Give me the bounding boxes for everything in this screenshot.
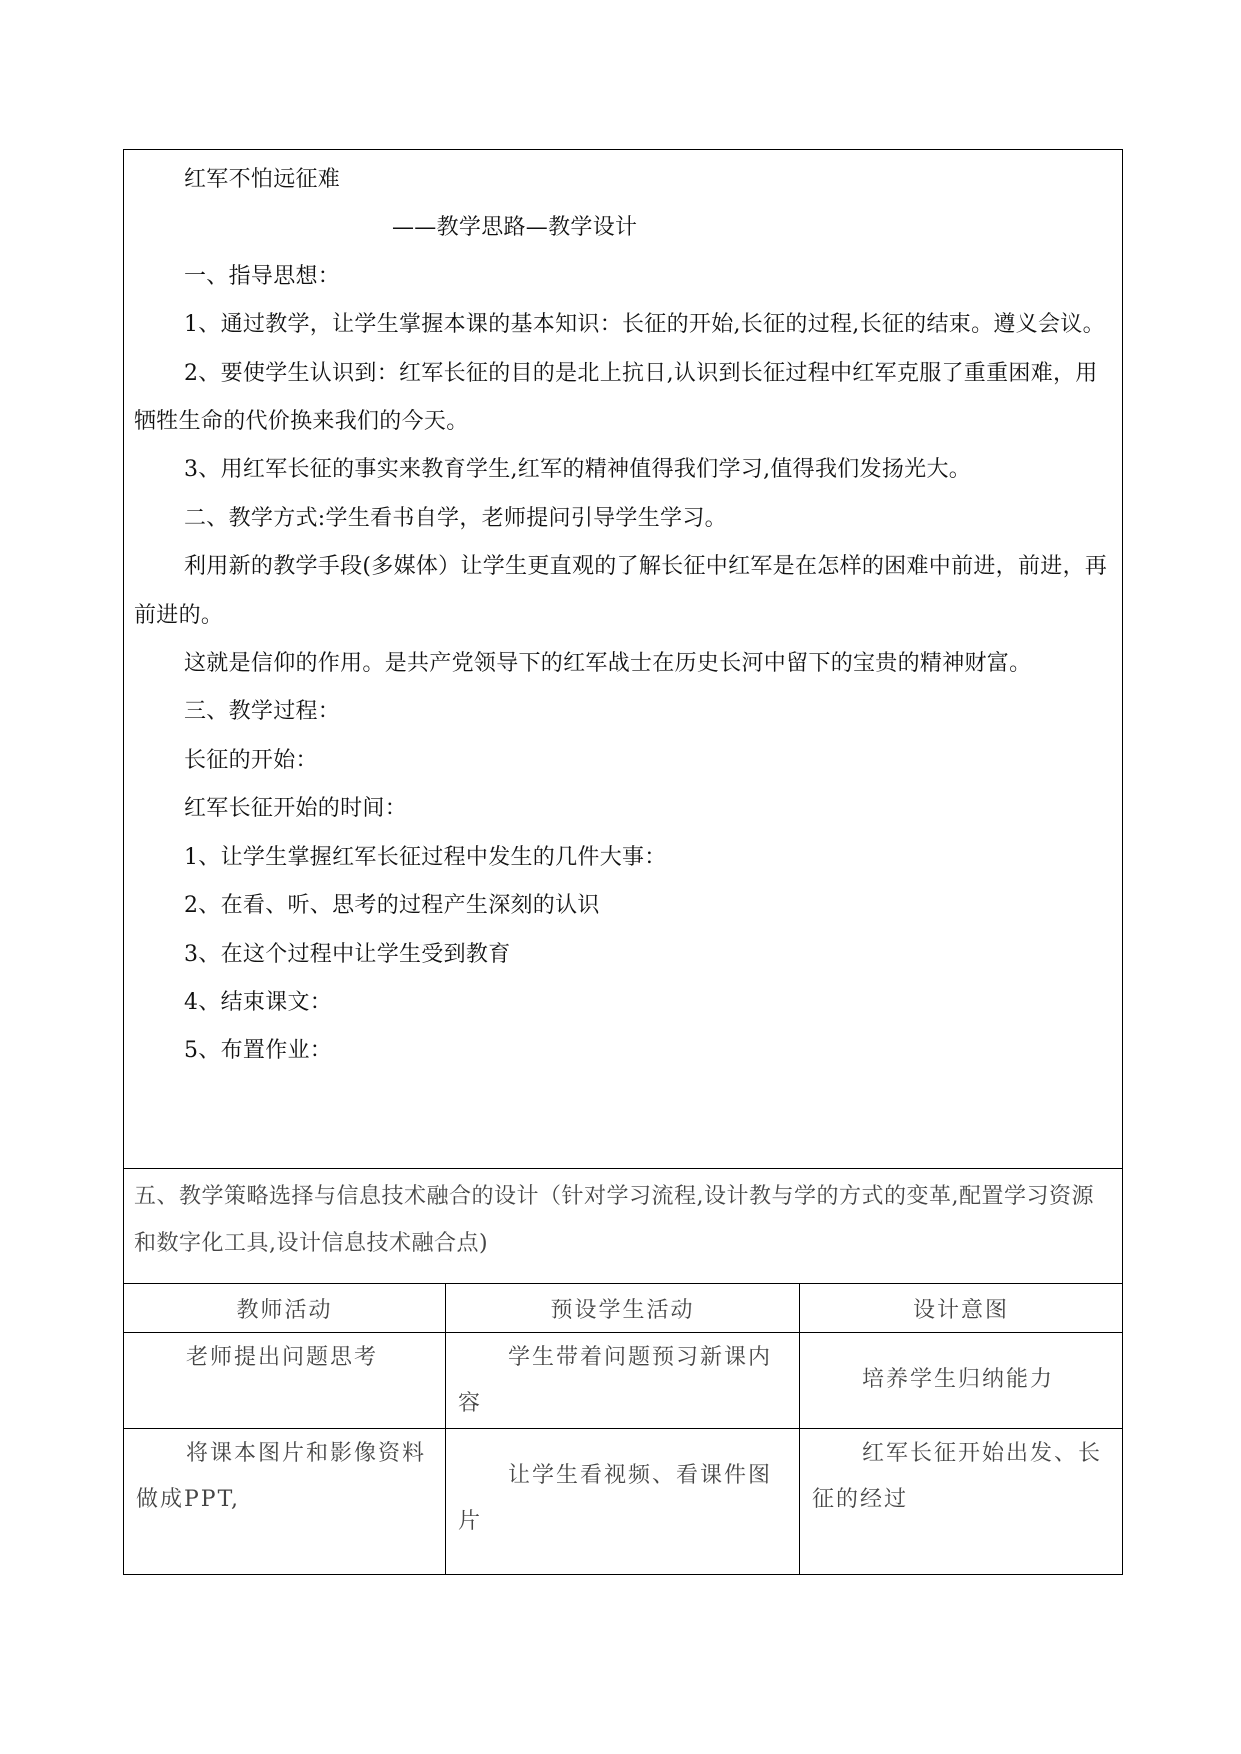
table-row [124, 1333, 1123, 1429]
process-step-3: 3、在这个过程中让学生受到教育 [184, 941, 511, 967]
belief-paragraph: 这就是信仰的作用。是共产党领导下的红军战士在历史长河中留下的宝贵的精神财富。 [184, 651, 1032, 677]
section-heading-process: 三、教学过程： [184, 699, 341, 725]
table-cell [446, 1429, 800, 1575]
process-start: 长征的开始： [184, 747, 318, 773]
guiding-point-3: 3、用红军长征的事实来教育学生,红军的精神值得我们学习,值得我们发扬光大。 [184, 457, 972, 483]
lesson-content-cell [124, 150, 1123, 1169]
process-step-5: 5、布置作业： [184, 1038, 333, 1064]
process-step-1: 1、让学生掌握红军长征过程中发生的几件大事： [184, 844, 667, 870]
table-cell [800, 1333, 1123, 1429]
lesson-plan-table [123, 149, 1123, 1575]
guiding-point-1: 1、通过教学，让学生掌握本课的基本知识：长征的开始,长征的过程,长征的结束。遵义会议。 [184, 312, 1105, 338]
table-cell [446, 1333, 800, 1429]
cell-text: 学生带着问题预习新课内容 [458, 1345, 773, 1416]
lesson-subtitle: ——教学思路—教学设计 [392, 215, 638, 241]
cell-text: 让学生看视频、看课件图片 [458, 1463, 773, 1534]
table-cell [800, 1429, 1123, 1575]
lesson-title: 红军不怕远征难 [184, 167, 341, 192]
guiding-point-2: 2、要使学生认识到：红军长征的目的是北上抗日,认识到长征过程中红军克服了重重困难，用牺牲生命的代价换来我们的今天。 [134, 360, 1098, 435]
header-teacher-activity: 教师活动 [124, 1284, 446, 1333]
table-cell [124, 1333, 446, 1429]
header-design-intent: 设计意图 [800, 1284, 1123, 1333]
process-step-4: 4、结束课文： [184, 989, 333, 1015]
table-row [124, 1429, 1123, 1575]
process-step-2: 2、在看、听、思考的过程产生深刻的认识 [184, 893, 600, 919]
section-heading-guiding: 一、指导思想： [184, 263, 341, 289]
strategy-text: 五、教学策略选择与信息技术融合的设计（针对学习流程,设计教与学的方式的变革,配置学习资源和数字化工具,设计信息技术融合点) [134, 1184, 1094, 1256]
section-heading-method: 二、教学方式:学生看书自学，老师提问引导学生学习。 [184, 505, 727, 531]
strategy-cell [124, 1169, 1123, 1284]
process-start-time: 红军长征开始的时间： [184, 796, 408, 822]
table-cell [124, 1429, 446, 1575]
method-paragraph: 利用新的教学手段(多媒体）让学生更直观的了解长征中红军是在怎样的困难中前进，前进，再前进的。 [134, 554, 1108, 628]
cell-text: 培养学生归纳能力 [862, 1367, 1055, 1392]
cell-text: 红军长征开始出发、长征的经过 [812, 1441, 1103, 1512]
cell-text: 老师提出问题思考 [186, 1345, 379, 1370]
header-student-activity: 预设学生活动 [446, 1284, 800, 1333]
cell-text: 将课本图片和影像资料做成PPT, [136, 1441, 427, 1512]
